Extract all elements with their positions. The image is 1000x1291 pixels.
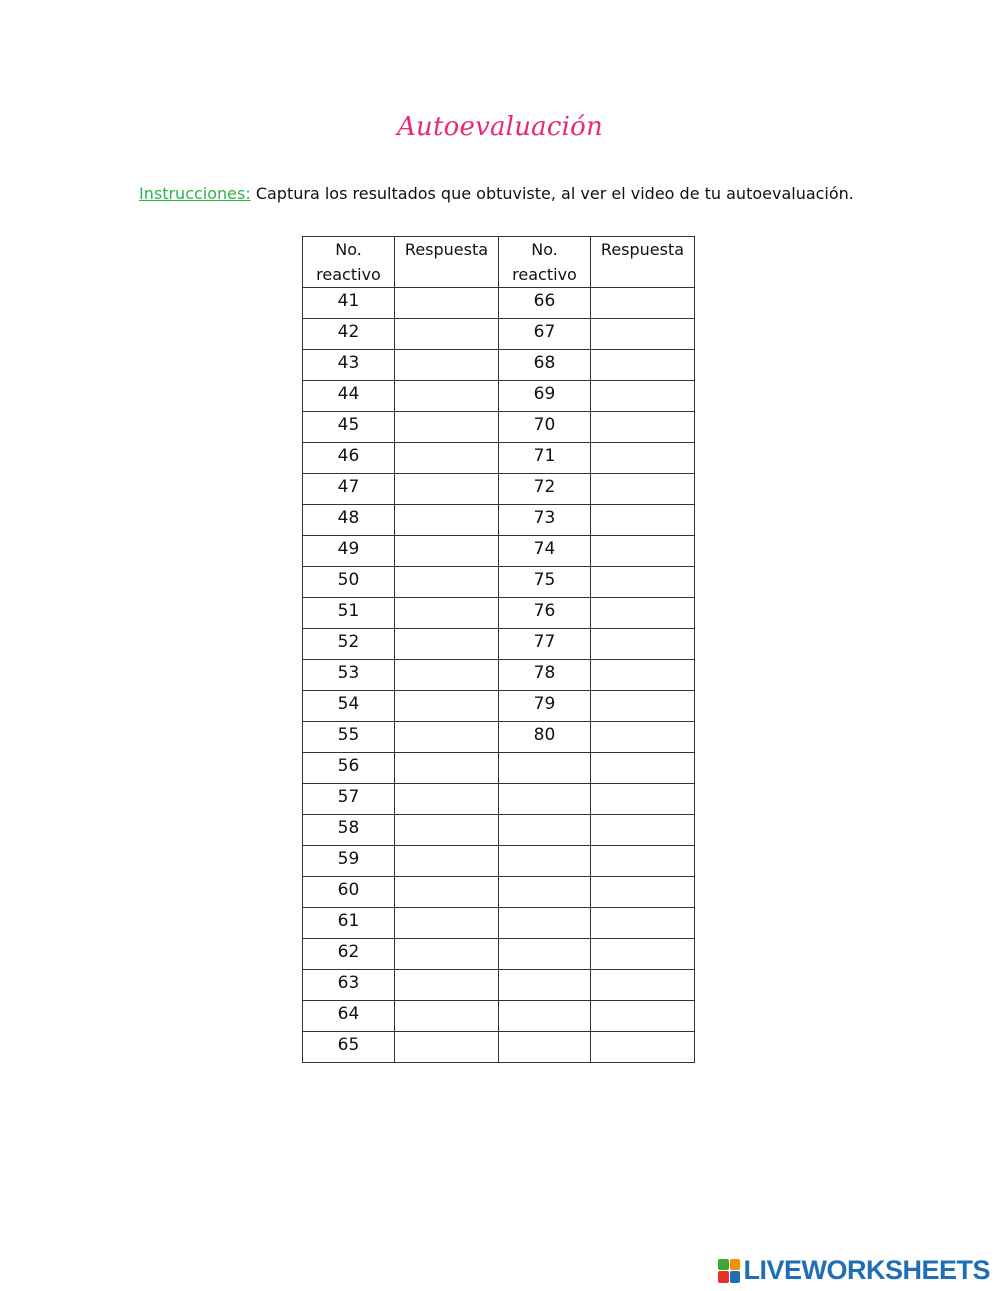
answer-cell[interactable]: [591, 815, 695, 846]
table-row: [303, 598, 695, 629]
answer-cell[interactable]: [591, 846, 695, 877]
item-number-cell: 62: [303, 939, 395, 970]
answer-cell[interactable]: [395, 536, 499, 567]
answer-cell[interactable]: [395, 598, 499, 629]
item-number-cell: 52: [303, 629, 395, 660]
item-number-cell: 57: [303, 784, 395, 815]
header-item-number-left: No. reactivo: [303, 237, 395, 288]
item-number-cell: 56: [303, 753, 395, 784]
answer-cell[interactable]: [395, 722, 499, 753]
table-row: [303, 691, 695, 722]
answer-cell[interactable]: [395, 908, 499, 939]
logo-square-green: [718, 1259, 729, 1271]
answer-cell[interactable]: [395, 505, 499, 536]
table-row: [303, 815, 695, 846]
table-row: [303, 846, 695, 877]
table-row: [303, 536, 695, 567]
logo-square-red: [718, 1271, 729, 1283]
answer-cell[interactable]: [591, 567, 695, 598]
item-number-cell: 44: [303, 381, 395, 412]
answer-cell[interactable]: [591, 660, 695, 691]
brand-wordmark: LIVEWORKSHEETS: [743, 1255, 990, 1285]
answer-cell[interactable]: [395, 567, 499, 598]
table-row: [303, 1032, 695, 1063]
logo-square-blue: [730, 1271, 741, 1283]
item-number-cell: 68: [499, 350, 591, 381]
answer-cell[interactable]: [395, 443, 499, 474]
header-answer-right: Respuesta: [591, 237, 695, 288]
answer-cell[interactable]: [395, 846, 499, 877]
item-number-cell: 46: [303, 443, 395, 474]
table-row: [303, 939, 695, 970]
table-row: [303, 567, 695, 598]
answer-cell[interactable]: [591, 691, 695, 722]
item-number-cell: [499, 970, 591, 1001]
answer-cell[interactable]: [395, 877, 499, 908]
answer-cell[interactable]: [591, 536, 695, 567]
table-row: [303, 381, 695, 412]
item-number-cell: 67: [499, 319, 591, 350]
table-row: [303, 1001, 695, 1032]
item-number-cell: 79: [499, 691, 591, 722]
table-row: [303, 350, 695, 381]
item-number-cell: 80: [499, 722, 591, 753]
item-number-cell: 47: [303, 474, 395, 505]
answer-cell[interactable]: [395, 474, 499, 505]
answer-cell[interactable]: [395, 691, 499, 722]
item-number-cell: 59: [303, 846, 395, 877]
item-number-cell: [499, 908, 591, 939]
answer-table: [302, 236, 695, 1063]
item-number-cell: 76: [499, 598, 591, 629]
answer-cell[interactable]: [591, 1001, 695, 1032]
answer-cell[interactable]: [395, 815, 499, 846]
item-number-cell: 70: [499, 412, 591, 443]
answer-cell[interactable]: [591, 753, 695, 784]
answer-cell[interactable]: [395, 412, 499, 443]
table-row: [303, 474, 695, 505]
answer-cell[interactable]: [395, 629, 499, 660]
item-number-cell: 77: [499, 629, 591, 660]
table-row: [303, 443, 695, 474]
answer-cell[interactable]: [591, 784, 695, 815]
item-number-cell: 73: [499, 505, 591, 536]
answer-cell[interactable]: [591, 877, 695, 908]
answer-cell[interactable]: [395, 288, 499, 319]
answer-cell[interactable]: [591, 1032, 695, 1063]
item-number-cell: 60: [303, 877, 395, 908]
answer-cell[interactable]: [591, 412, 695, 443]
item-number-cell: 69: [499, 381, 591, 412]
item-number-cell: 54: [303, 691, 395, 722]
item-number-cell: 50: [303, 567, 395, 598]
item-number-cell: 74: [499, 536, 591, 567]
item-number-cell: 43: [303, 350, 395, 381]
answer-cell[interactable]: [395, 970, 499, 1001]
table-body: [303, 288, 695, 1063]
table-row: [303, 412, 695, 443]
item-number-cell: 55: [303, 722, 395, 753]
item-number-cell: [499, 1032, 591, 1063]
answer-cell[interactable]: [591, 629, 695, 660]
page-title: Autoevaluación: [397, 112, 603, 142]
table-row: [303, 505, 695, 536]
item-number-cell: 49: [303, 536, 395, 567]
answer-cell[interactable]: [395, 350, 499, 381]
item-number-cell: 41: [303, 288, 395, 319]
table-header-row: [303, 237, 695, 288]
answer-cell[interactable]: [395, 381, 499, 412]
table-row: [303, 970, 695, 1001]
answer-cell[interactable]: [591, 598, 695, 629]
liveworksheets-brand: [718, 1255, 990, 1286]
header-item-number-right: No. reactivo: [499, 237, 591, 288]
item-number-cell: 71: [499, 443, 591, 474]
item-number-cell: 58: [303, 815, 395, 846]
instructions: [139, 184, 854, 203]
table-row: [303, 288, 695, 319]
item-number-cell: 63: [303, 970, 395, 1001]
instructions-label: Instrucciones:: [139, 184, 251, 203]
item-number-cell: 51: [303, 598, 395, 629]
answer-cell[interactable]: [591, 505, 695, 536]
table-row: [303, 784, 695, 815]
item-number-cell: [499, 846, 591, 877]
answer-cell[interactable]: [395, 660, 499, 691]
item-number-cell: 45: [303, 412, 395, 443]
item-number-cell: 66: [499, 288, 591, 319]
table-row: [303, 722, 695, 753]
item-number-cell: 72: [499, 474, 591, 505]
item-number-cell: 65: [303, 1032, 395, 1063]
answer-cell[interactable]: [591, 908, 695, 939]
answer-cell[interactable]: [591, 288, 695, 319]
item-number-cell: 53: [303, 660, 395, 691]
item-number-cell: [499, 753, 591, 784]
item-number-cell: [499, 815, 591, 846]
instructions-text: Captura los resultados que obtuviste, al ver el video de tu autoevaluación.: [250, 184, 854, 203]
answer-cell[interactable]: [395, 319, 499, 350]
header-answer-left: Respuesta: [395, 237, 499, 288]
liveworksheets-logo-icon: [718, 1259, 740, 1283]
item-number-cell: [499, 939, 591, 970]
item-number-cell: 75: [499, 567, 591, 598]
answer-cell[interactable]: [395, 1001, 499, 1032]
item-number-cell: [499, 877, 591, 908]
answer-cell[interactable]: [591, 474, 695, 505]
answer-cell[interactable]: [395, 753, 499, 784]
answer-cell[interactable]: [591, 970, 695, 1001]
answer-cell[interactable]: [395, 939, 499, 970]
table-row: [303, 660, 695, 691]
answer-cell[interactable]: [395, 1032, 499, 1063]
item-number-cell: [499, 1001, 591, 1032]
item-number-cell: 78: [499, 660, 591, 691]
item-number-cell: 42: [303, 319, 395, 350]
answer-cell[interactable]: [591, 350, 695, 381]
logo-square-orange: [730, 1259, 741, 1271]
table-row: [303, 629, 695, 660]
table-row: [303, 908, 695, 939]
answer-cell[interactable]: [591, 381, 695, 412]
item-number-cell: 64: [303, 1001, 395, 1032]
answer-cell[interactable]: [591, 939, 695, 970]
item-number-cell: 48: [303, 505, 395, 536]
table-row: [303, 753, 695, 784]
table-row: [303, 319, 695, 350]
table-row: [303, 877, 695, 908]
answer-cell[interactable]: [591, 319, 695, 350]
item-number-cell: [499, 784, 591, 815]
answer-cell[interactable]: [395, 784, 499, 815]
item-number-cell: 61: [303, 908, 395, 939]
answer-cell[interactable]: [591, 722, 695, 753]
answer-cell[interactable]: [591, 443, 695, 474]
